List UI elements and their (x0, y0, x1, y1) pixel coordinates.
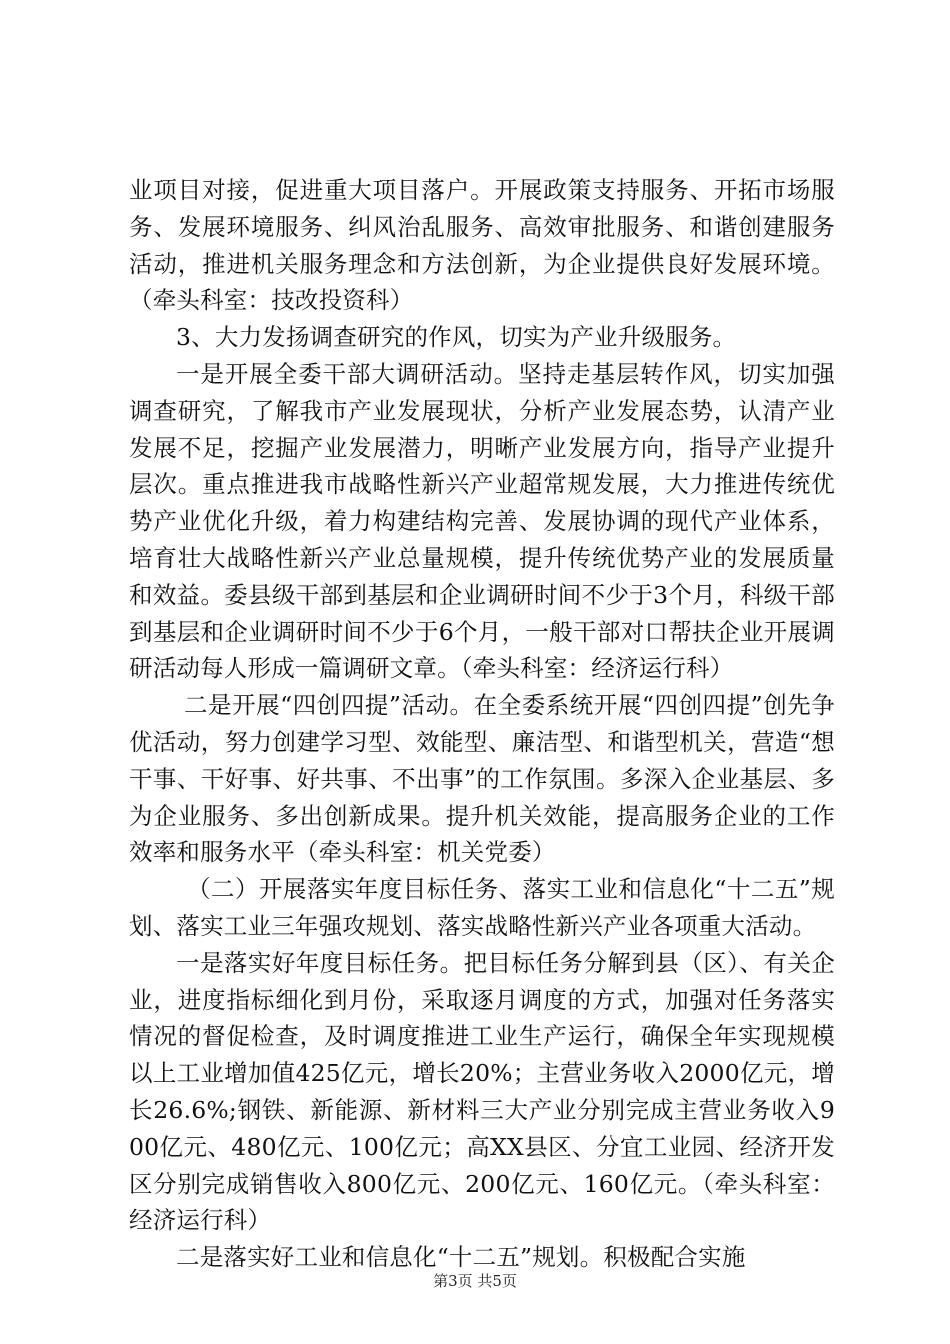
section-heading-2: （二）开展落实年度目标任务、落实工业和信息化“十二五”规划、落实工业三年强攻规划、落实战略性新兴产业各项重大活动。 (129, 875, 835, 940)
paragraph-continuation: 业项目对接，促进重大项目落户。开展政策支持服务、开拓市场服务、发展环境服务、纠风治乱服务、高效审批服务、和谐创建服务活动，推进机关服务理念和方法创新，为企业提供良好发展环境。（牵头科室：技改投资科） (129, 176, 835, 315)
paragraph-four-creations: 二是开展“四创四提”活动。在全委系统开展“四创四提”创先争优活动，努力创建学习型、效能型、廉洁型、和谐型机关，营造“想干事、干好事、好共事、不出事”的工作氛围。多深入企业基层、多为企业服务、多出创新成果。提升机关效能，提高服务企业的工作效率和服务水平（牵头科室：机关党委） (129, 691, 835, 867)
page-number-label: 第3页 共5页 (433, 1272, 517, 1290)
section-heading-3: 3、大力发扬调查研究的作风，切实为产业升级服务。 (176, 323, 737, 352)
paragraph-research-campaign: 一是开展全委干部大调研活动。坚持走基层转作风，切实加强调查研究，了解我市产业发展现状，分析产业发展态势，认清产业发展不足，挖掘产业发展潜力，明晰产业发展方向，指导产业提升层次。重点推进我市战略性新兴产业超常规发展，大力推进传统优势产业优化升级，着力构建结构完善、发展协调的现代产业体系，培育壮大战略性新兴产业总量规模，提升传统优势产业的发展质量和效益。委县级干部到基层和企业调研时间不少于3个月，科级干部到基层和企业调研时间不少于6个月，一般干部对口帮扶企业开展调研活动每人形成一篇调研文章。（牵头科室：经济运行科） (129, 359, 835, 683)
document-body (129, 172, 835, 1276)
paragraph-annual-targets: 一是落实好年度目标任务。把目标任务分解到县（区）、有关企业，进度指标细化到月份，采取逐月调度的方式，加强对任务落实情况的督促检查，及时调度推进工业生产运行，确保全年实现规模以上工业增加值425亿元，增长20%；主营业务收入2000亿元，增长26.6%;钢铁、新能源、新材料三大产业分别完成主营业务收入900亿元、480亿元、100亿元；高XX县区、分宜工业园、经济开发区分别完成销售收入800亿元、200亿元、160亿元。（牵头科室：经济运行科） (129, 948, 835, 1235)
paragraph-five-year-plan: 二是落实好工业和信息化“十二五”规划。积极配合实施 (176, 1243, 746, 1272)
page-footer (0, 1271, 950, 1291)
